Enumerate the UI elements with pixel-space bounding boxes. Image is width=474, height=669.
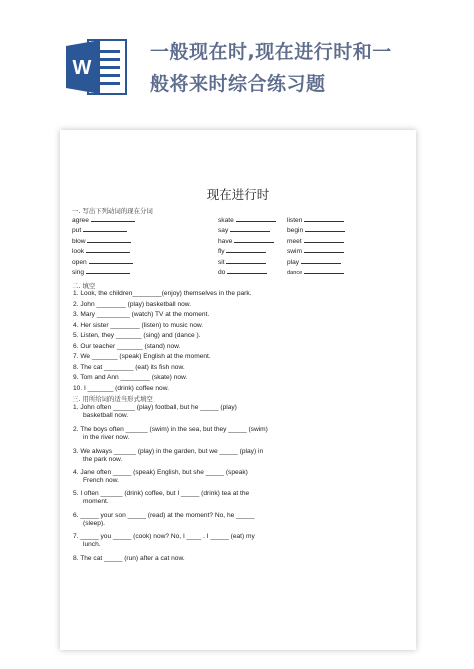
verb-item: put <box>72 225 127 234</box>
fill-item: 2. John ________ (play) basketball now. <box>73 300 192 308</box>
fill-item: 3. Mary _________ (watch) TV at the moment. <box>73 311 210 318</box>
document-title: 现在进行时 <box>206 187 270 202</box>
verb-item: have <box>218 236 274 245</box>
fill-item: 7. We _______ (speak) English at the moment. <box>73 353 211 360</box>
verb-item: listen <box>287 215 344 224</box>
fill-item: 8. The cat ________ (eat) its fish now. <box>73 363 185 371</box>
fill-item: 5. Listen, they _______ (sing) and (dance ). <box>73 332 201 339</box>
verb-item: begin <box>287 225 345 234</box>
exercise-item: 6. _____ your son _____ (read) at the moment? No, he _____ (sleep). <box>73 512 255 528</box>
verb-item: skate <box>218 215 276 224</box>
exercise-item: 5. I often ______ (drink) coffee, but I _____ (drink) tea at the moment. <box>73 490 250 506</box>
verb-item: sit <box>218 257 266 266</box>
verb-item: agree <box>72 215 135 224</box>
page-title <box>150 36 392 100</box>
verb-row <box>72 267 372 277</box>
exercise-item: 7. _____ you _____ (cook) now? No, I ____ . I _____ (eat) my lunch. <box>73 533 255 549</box>
svg-text:W: W <box>72 57 92 79</box>
fill-item: 4. Her sister ________ (listen) to music now. <box>73 321 204 329</box>
verb-item: do <box>218 267 267 276</box>
verb-item: play <box>287 257 341 266</box>
verb-row <box>72 246 372 256</box>
exercise-item: 4. Jane often _____ (speak) English, but she _____ (speak) French now. <box>73 469 248 485</box>
exercise-item: 2. The boys often ______ (swim) in the sea, but they _____ (swim) in the river now. <box>73 426 268 442</box>
exercise-item: 3. We always ______ (play) in the garden, but we _____ (play) in the park now. <box>73 448 264 464</box>
title-line-2: 般将来时综合练习题 <box>150 73 326 95</box>
verb-item: fly <box>218 246 266 255</box>
section-2-heading: 二. 填空 <box>72 282 96 290</box>
verb-row <box>72 257 372 267</box>
fill-item: 9. Tom and Ann ________ (skate) now. <box>73 374 188 381</box>
verb-item: swim <box>287 246 344 255</box>
verb-item: sing <box>72 267 130 276</box>
verb-item: blow <box>72 236 131 245</box>
verb-item: dance <box>287 267 344 276</box>
verb-row <box>72 215 372 225</box>
fill-item: 10. I _______ (drink) coffee now. <box>73 384 169 392</box>
exercise-item: 8. The cat _____ (run) after a cat now. <box>73 555 185 562</box>
banner <box>0 0 474 140</box>
verb-row <box>72 236 372 246</box>
exercise-item: 1. John often ______ (play) football, but he _____ (play) basketball now. <box>73 404 237 420</box>
verb-grid <box>72 215 372 277</box>
verb-item: say <box>218 225 270 234</box>
verb-item: meet <box>287 236 344 245</box>
section-3-heading: 三. 用所给词的适当形式填空 <box>72 395 153 403</box>
verb-item: open <box>72 257 133 266</box>
verb-item: look <box>72 246 130 255</box>
section-1-heading: 一. 写出下列动词的现在分词 <box>72 207 153 215</box>
word-document-icon <box>66 38 128 96</box>
title-line-1: 一般现在时,现在进行时和一 <box>150 41 392 63</box>
fill-item: 1. Look, the children________(enjoy) themselves in the park. <box>73 290 252 297</box>
fill-item: 6. Our teacher _______ (stand) now. <box>73 342 181 350</box>
verb-row <box>72 225 372 235</box>
